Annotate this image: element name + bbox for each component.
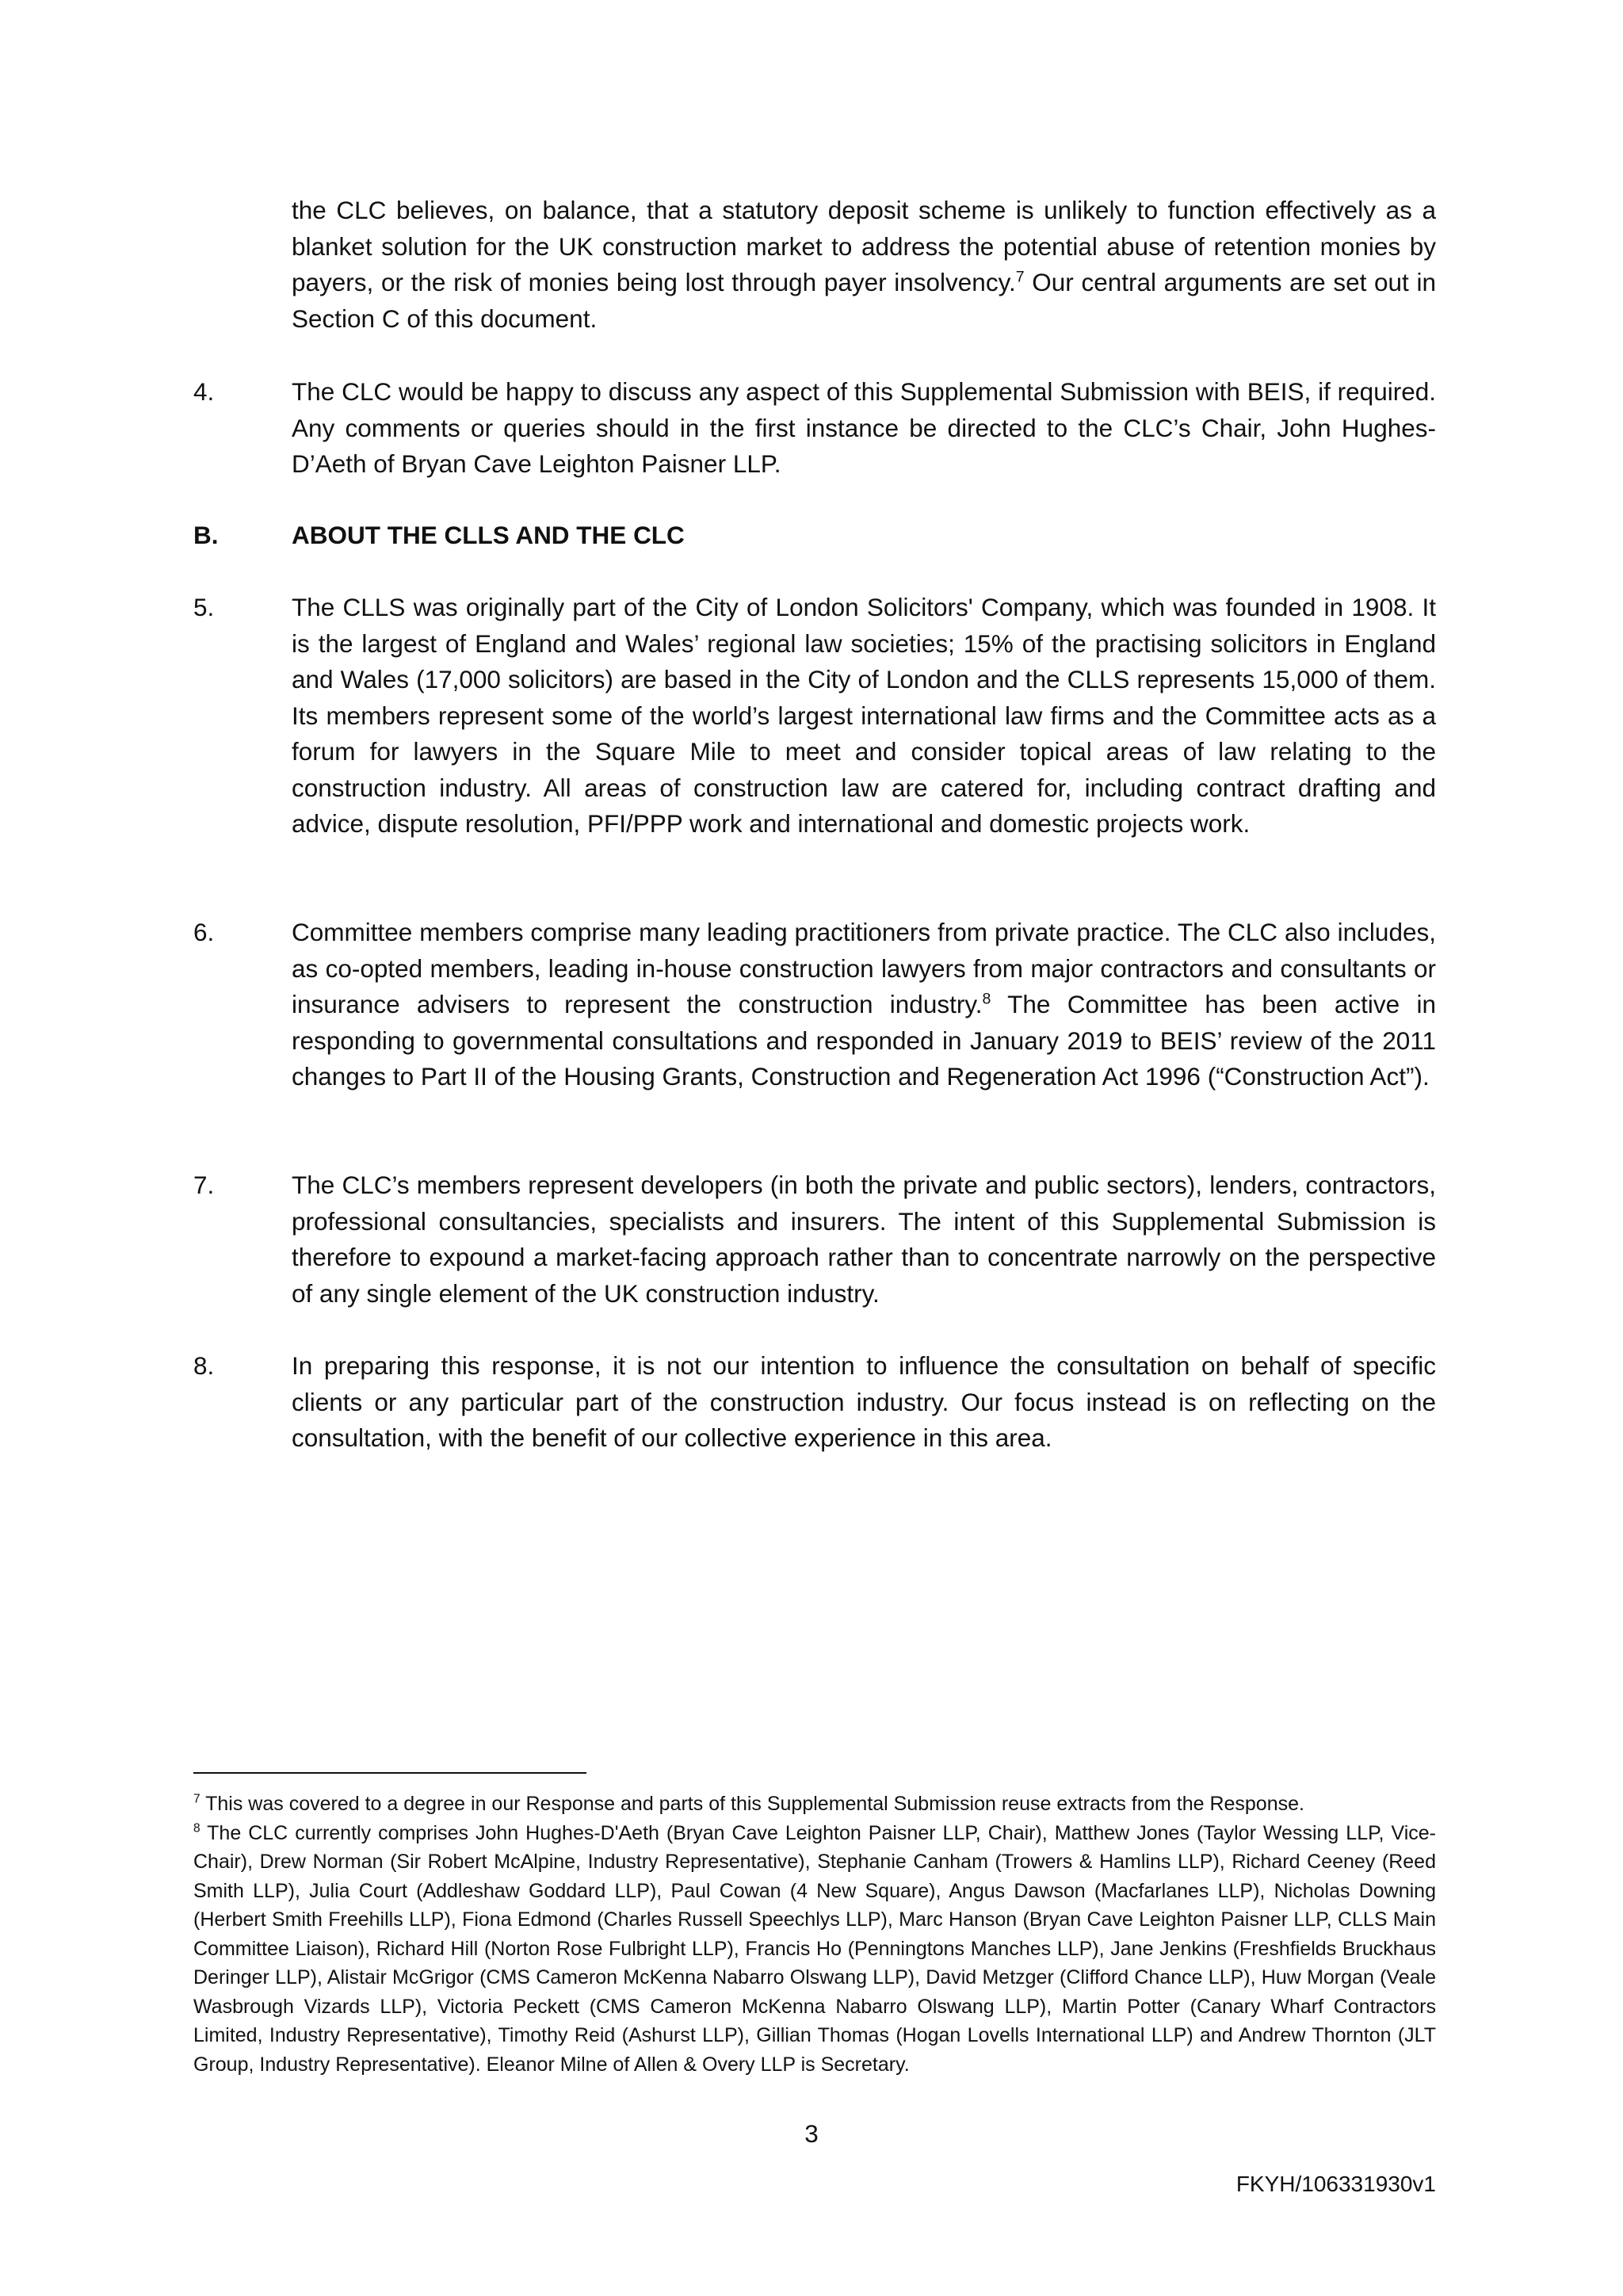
paragraph-text: The CLC’s members represent developers (in both the private and public sectors), lenders, contractors, professional consultancies, specialists and insurers. The intent of this Supplemental Submission is therefore to expound a market-facing approach rather than to concentrate narrowly on the perspective of any single element of the UK construction industry. (292, 1171, 1436, 1308)
page-number: 3 (804, 2119, 819, 2148)
paragraph-6 (193, 915, 1436, 1095)
paragraph-text: In preparing this response, it is not our intention to influence the consultation on behalf of specific clients or any particular part of the construction industry. Our focus instead is on reflecting on the consultation, with the benefit of our collective experience in this area. (292, 1351, 1436, 1452)
footnote-reference-8[interactable]: 8 (982, 990, 991, 1008)
paragraph-3-continuation (292, 193, 1436, 337)
footnote-mark: 7 (193, 1792, 200, 1806)
section-heading (193, 518, 1436, 554)
paragraph-number: 7. (193, 1171, 215, 1199)
paragraph-text (292, 915, 1436, 1095)
footnote-reference-7[interactable]: 7 (1015, 268, 1025, 286)
footnote-text: This was covered to a degree in our Response and parts of this Supplemental Submission reuse extracts from the Response. (200, 1793, 1304, 1815)
section-letter: B. (193, 521, 219, 549)
section-title: ABOUT THE CLLS AND THE CLC (292, 521, 685, 549)
paragraph-text-part: Committee members comprise many leading practitioners from private practice. The CLC also includes, as co-opted members, leading in-house construction lawyers from major contractors and consultants or insurance advisers to represent the construction industry. (292, 918, 1436, 1018)
footnote-text: The CLC currently comprises John Hughes-D'Aeth (Bryan Cave Leighton Paisner LLP, Chair), Matthew Jones (Taylor Wessing LLP, Vice-Chair), Drew Norman (Sir Robert McAlpine, Industry Representative), Stephanie Canham (Trowers & Hamlins LLP), Richard Ceeney (Reed Smith LLP), Julia Court (Addleshaw Goddard LLP), Paul Cowan (4 New Square), Angus Dawson (Macfarlanes LLP), Nicholas Downing (Herbert Smith Freehills LLP), Fiona Edmond (Charles Russell Speechlys LLP), Marc Hanson (Bryan Cave Leighton Paisner LLP, CLLS Main Committee Liaison), Richard Hill (Norton Rose Fulbright LLP), Francis Ho (Penningtons Manches LLP), Jane Jenkins (Freshfields Bruckhaus Deringer LLP), Alistair McGrigor (CMS Cameron McKenna Nabarro Olswang LLP), David Metzger (Clifford Chance LLP), Huw Morgan (Veale Wasbrough Vizards LLP), Victoria Peckett (CMS Cameron McKenna Nabarro Olswang LLP), Martin Potter (Canary Wharf Contractors Limited, Industry Representative), Timothy Reid (Ashurst LLP), Gillian Thomas (Hogan Lovells International LLP) and Andrew Thornton (JLT Group, Industry Representative). Eleanor Milne of Allen & Overy LLP is Secretary. (193, 1821, 1436, 2076)
footnotes (193, 1790, 1436, 2079)
paragraph-number: 8. (193, 1351, 215, 1380)
footnote-separator (193, 1772, 586, 1774)
paragraph-number: 5. (193, 593, 215, 621)
paragraph-text-part: The Committee has been active in responding to governmental consultations and responded in January 2019 to BEIS’ review of the 2011 changes to Part II of the Housing Grants, Construction and Regeneration Act 1996 (“Construction Act”). (292, 990, 1436, 1091)
paragraph-text: The CLLS was originally part of the City of London Solicitors' Company, which was founded in 1908. It is the largest of England and Wales’ regional law societies; 15% of the practising solicitors in England and Wales (17,000 solicitors) are based in the City of London and the CLLS represents 15,000 of them. Its members represent some of the world’s largest international law firms and the Committee acts as a forum for lawyers in the Square Mile to meet and consider topical areas of law relating to the construction industry. All areas of construction law are catered for, including contract drafting and advice, dispute resolution, PFI/PPP work and international and domestic projects work. (292, 593, 1436, 838)
paragraph-number: 4. (193, 377, 215, 406)
footnote-mark: 8 (193, 1821, 200, 1836)
paragraph-7 (193, 1167, 1436, 1312)
paragraph-text: The CLC would be happy to discuss any aspect of this Supplemental Submission with BEIS, if required. Any comments or queries should in the first instance be directed to the CLC’s Chair, John Hughes-D’Aeth of Bryan Cave Leighton Paisner LLP. (292, 377, 1436, 478)
paragraph-text: Our central arguments are set out in Section C of this document. (292, 268, 1436, 333)
footnote-7 (193, 1790, 1436, 1819)
paragraph-number: 6. (193, 918, 215, 946)
document-reference: FKYH/106331930v1 (1235, 2172, 1436, 2196)
paragraph-5 (193, 590, 1436, 842)
paragraph-text: the CLC believes, on balance, that a statutory deposit scheme is unlikely to function effectively as a blanket solution for the UK construction market to address the potential abuse of retention monies by payers, or the risk of monies being lost through payer insolvency. (292, 196, 1436, 296)
paragraph-8 (193, 1348, 1436, 1457)
footnote-8 (193, 1819, 1436, 2080)
paragraph-4 (193, 374, 1436, 483)
